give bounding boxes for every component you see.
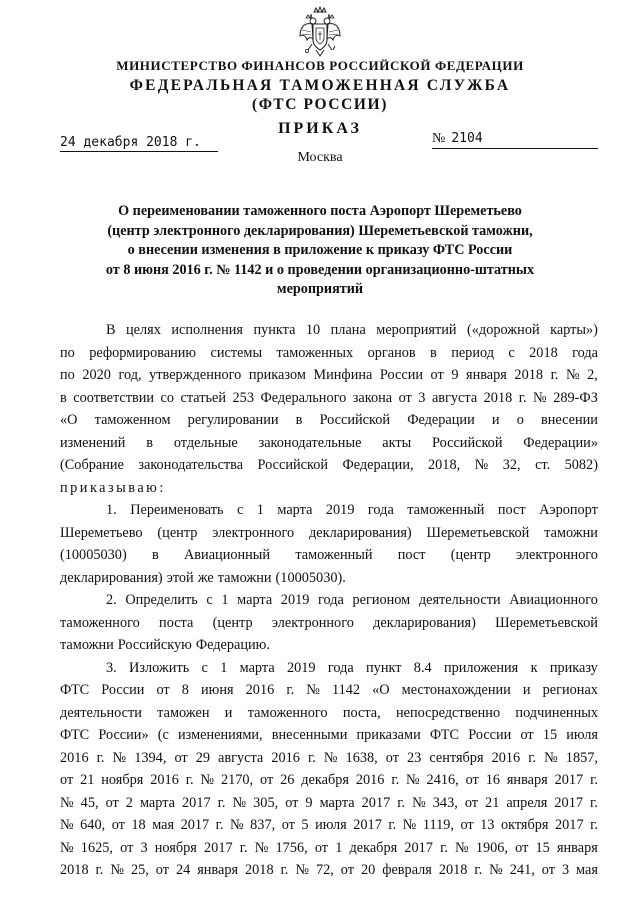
body-line: № 45, от 2 марта 2017 г. № 305, от 9 марта 2017 г. № 343, от 21 апреля 2017 г.	[60, 794, 598, 811]
body-line: ФТС России» (с изменениями, внесенными приказами ФТС России от 15 июля	[60, 727, 598, 743]
body-line: по 2020 год, утвержденного приказом Минфина России от 9 января 2018 г. № 2,	[60, 367, 598, 383]
body-line: по реформированию системы таможенных органов в период с 2018 года	[60, 344, 598, 361]
title-line: (центр электронного декларирования) Шереметьевской таможни,	[107, 222, 533, 239]
order-title	[70, 202, 570, 300]
body-line: таможенного поста (центр электронного декларирования) Шереметьевской	[60, 614, 598, 631]
order-date: 24 декабря 2018 г.	[60, 135, 218, 152]
body-line: 2018 г. № 25, от 24 января 2018 г. № 72, от 20 февраля 2018 г. № 241, от 3 мая	[60, 862, 598, 878]
body-line: № 1625, от 3 ноября 2017 г. № 1756, от 1 декабря 2017 г. № 1906, от 15 января	[60, 839, 598, 856]
title-line: О переименовании таможенного поста Аэропорт Шереметьево	[118, 203, 522, 219]
body-line: ФТС России от 8 июня 2016 г. № 1142 «О местонахождении и регионах	[60, 682, 598, 698]
title-line: о внесении изменения в приложение к приказу ФТС России	[127, 242, 513, 258]
order-number-field	[432, 131, 598, 149]
body-line: В целях исполнения пункта 10 плана мероприятий («дорожной карты»)	[106, 322, 598, 338]
body-line: таможни Российскую Федерацию.	[60, 637, 270, 653]
body-line: приказываю:	[60, 479, 166, 496]
body-line: (10005030) в Авиационный таможенный пост (центр электронного	[60, 547, 598, 563]
body-line: 2. Определить с 1 марта 2019 года регионом деятельности Авиационного	[106, 592, 598, 608]
service-name: ФЕДЕРАЛЬНАЯ ТАМОЖЕННАЯ СЛУЖБА	[129, 77, 511, 94]
body-line: в соответствии со статьей 253 Федерального закона от 3 августа 2018 г. № 289-ФЗ	[60, 389, 598, 406]
coat-of-arms-emblem-icon	[298, 6, 342, 58]
ministry-name: МИНИСТЕРСТВО ФИНАНСОВ РОССИЙСКОЙ ФЕДЕРАЦИИ	[116, 58, 524, 73]
order-body	[60, 319, 598, 882]
body-line: от 21 ноября 2016 г. № 2170, от 26 декабря 2016 г. № 2416, от 16 января 2017 г.	[60, 772, 598, 788]
body-line: декларирования) этой же таможни (10005030).	[60, 569, 346, 586]
body-line: 3. Изложить с 1 марта 2019 года пункт 8.4 приложения к приказу	[106, 659, 598, 676]
body-line: изменений в отдельные законодательные акты Российской Федерации»	[60, 434, 598, 451]
number-sign: №	[432, 131, 446, 146]
body-line: № 640, от 18 мая 2017 г. № 837, от 5 июля 2017 г. № 1119, от 13 октября 2017 г.	[60, 817, 598, 833]
title-line: мероприятий	[276, 281, 364, 297]
body-line: деятельности таможен и таможенного поста, непосредственно подчиненных	[60, 704, 598, 721]
order-number: 2104	[451, 131, 483, 146]
order-city: Москва	[297, 150, 343, 165]
body-line: 1. Переименовать с 1 марта 2019 года таможенный пост Аэропорт	[106, 502, 598, 518]
title-line: от 8 июня 2016 г. № 1142 и о проведении организационно-штатных	[105, 261, 535, 278]
document-type: ПРИКАЗ	[278, 120, 362, 137]
body-line: Шереметьево (центр электронного декларирования) Шереметьевской таможни	[60, 524, 598, 541]
body-line: 2016 г. № 1394, от 29 августа 2016 г. № 1638, от 23 сентября 2016 г. № 1857,	[60, 749, 598, 766]
body-line: (Собрание законодательства Российской Федерации, 2018, № 32, ст. 5082)	[60, 457, 598, 473]
body-line: «О таможенном регулировании в Российской Федерации и о внесении	[60, 412, 598, 428]
service-short-name: (ФТС РОССИИ)	[252, 96, 388, 113]
